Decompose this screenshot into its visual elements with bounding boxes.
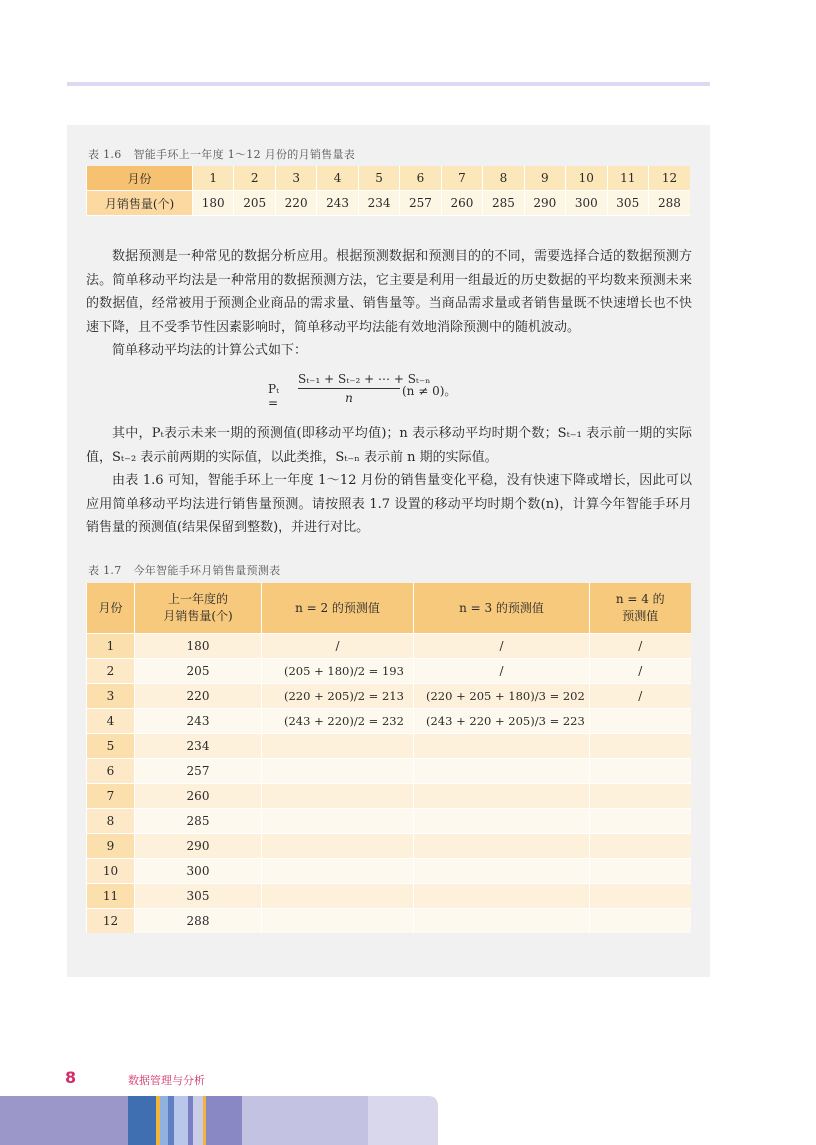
row-n3: (220 + 205 + 180)/3 = 202 — [414, 684, 590, 709]
header-n3: n = 3 的预测值 — [414, 583, 590, 634]
table16-month-cell: 1 — [193, 166, 234, 191]
table16-sales-cell: 288 — [648, 191, 690, 216]
table17-caption-number: 表 1.7 — [88, 564, 122, 577]
row-sales: 257 — [135, 759, 262, 784]
row-n3 — [414, 809, 590, 834]
row-n2 — [262, 834, 414, 859]
row-sales: 288 — [135, 909, 262, 934]
intro-text — [86, 245, 692, 363]
row-n2 — [262, 884, 414, 909]
table16-month-label: 月份 — [87, 166, 193, 191]
row-n4 — [590, 834, 691, 859]
row-month: 7 — [87, 784, 135, 809]
row-n4: / — [590, 634, 691, 659]
table16-sales-label: 月销售量(个) — [87, 191, 193, 216]
row-sales: 300 — [135, 859, 262, 884]
formula-condition: (n ≠ 0)。 — [402, 384, 457, 398]
table16-sales-row — [87, 191, 691, 216]
table16-sales-cell: 260 — [441, 191, 482, 216]
table16-month-cell: 4 — [317, 166, 358, 191]
table16-sales-cell: 220 — [275, 191, 316, 216]
row-n3 — [414, 859, 590, 884]
row-month: 8 — [87, 809, 135, 834]
table16-month-cell: 2 — [234, 166, 275, 191]
table16-month-cell: 6 — [400, 166, 441, 191]
explanation-text — [86, 422, 692, 540]
header-n2: n = 2 的预测值 — [262, 583, 414, 634]
row-sales: 234 — [135, 734, 262, 759]
table-row — [87, 684, 691, 709]
row-n3 — [414, 909, 590, 934]
table16-month-cell: 10 — [566, 166, 607, 191]
row-sales: 260 — [135, 784, 262, 809]
table16-sales-cell: 234 — [358, 191, 399, 216]
row-n4 — [590, 784, 691, 809]
header-last-year-line2: 月销售量(个) — [163, 609, 233, 623]
row-sales: 243 — [135, 709, 262, 734]
row-sales: 305 — [135, 884, 262, 909]
row-n4 — [590, 759, 691, 784]
row-n2: / — [262, 634, 414, 659]
row-month: 10 — [87, 859, 135, 884]
table16-monthly-sales — [86, 166, 690, 216]
table16-month-cell: 9 — [524, 166, 565, 191]
paragraph-formula-intro: 简单移动平均法的计算公式如下： — [112, 343, 308, 358]
table-row — [87, 884, 691, 909]
table-row — [87, 859, 691, 884]
formula-numerator: Sₜ₋₁ + Sₜ₋₂ + ⋯ + Sₜ₋ₙ — [298, 372, 400, 389]
book-title: 数据管理与分析 — [128, 1074, 205, 1087]
table16-month-cell: 11 — [607, 166, 648, 191]
row-sales: 290 — [135, 834, 262, 859]
row-sales: 180 — [135, 634, 262, 659]
footer-decorative-band — [0, 1096, 438, 1145]
row-month: 9 — [87, 834, 135, 859]
row-n2 — [262, 784, 414, 809]
table16-sales-cell: 285 — [483, 191, 524, 216]
row-n3 — [414, 884, 590, 909]
table16-caption — [88, 146, 355, 162]
row-month: 6 — [87, 759, 135, 784]
table-row — [87, 834, 691, 859]
row-n4 — [590, 859, 691, 884]
table17-header-row — [87, 583, 691, 634]
row-n3 — [414, 734, 590, 759]
row-month: 12 — [87, 909, 135, 934]
table16-month-cell: 8 — [483, 166, 524, 191]
table-row — [87, 634, 691, 659]
formula-denominator: n — [345, 391, 353, 405]
row-n4 — [590, 734, 691, 759]
row-n4 — [590, 909, 691, 934]
header-n4-line1: n = 4 的 — [615, 592, 665, 606]
row-month: 3 — [87, 684, 135, 709]
table16-month-cell: 7 — [441, 166, 482, 191]
row-n3 — [414, 834, 590, 859]
row-n3: (243 + 220 + 205)/3 = 223 — [414, 709, 590, 734]
table16-caption-title: 智能手环上一年度 1～12 月份的月销售量表 — [133, 148, 356, 161]
table16-month-cell: 3 — [275, 166, 316, 191]
row-month: 2 — [87, 659, 135, 684]
row-n3 — [414, 784, 590, 809]
row-n2: (205 + 180)/2 = 193 — [262, 659, 414, 684]
paragraph-symbols: 其中，Pₜ表示未来一期的预测值(即移动平均值)；n 表示移动平均时期个数；Sₜ₋₁ 表示前一期的实际值，Sₜ₋₂ 表示前两期的实际值，以此类推，Sₜ₋ₙ 表示前 n 期的实际值。 — [86, 426, 692, 465]
row-n4 — [590, 809, 691, 834]
header-month: 月份 — [87, 583, 135, 634]
table-row — [87, 909, 691, 934]
header-last-year-sales — [135, 583, 262, 634]
row-sales: 220 — [135, 684, 262, 709]
formula-lhs: Pₜ = — [268, 382, 280, 410]
row-n4 — [590, 884, 691, 909]
row-month: 4 — [87, 709, 135, 734]
table16-sales-cell: 257 — [400, 191, 441, 216]
row-sales: 205 — [135, 659, 262, 684]
table-row — [87, 659, 691, 684]
table16-caption-number: 表 1.6 — [88, 148, 122, 161]
table-row — [87, 809, 691, 834]
table16-sales-cell: 300 — [566, 191, 607, 216]
header-n4 — [590, 583, 691, 634]
table16-sales-cell: 205 — [234, 191, 275, 216]
row-n2: (243 + 220)/2 = 232 — [262, 709, 414, 734]
row-n3: / — [414, 634, 590, 659]
row-n3 — [414, 759, 590, 784]
row-month: 5 — [87, 734, 135, 759]
top-rule — [67, 82, 710, 86]
table17-forecast — [86, 583, 691, 933]
table16-sales-cell: 290 — [524, 191, 565, 216]
row-n2 — [262, 809, 414, 834]
row-sales: 285 — [135, 809, 262, 834]
row-n4 — [590, 709, 691, 734]
table-row — [87, 759, 691, 784]
row-n4: / — [590, 659, 691, 684]
table17-caption-title: 今年智能手环月销售量预测表 — [133, 564, 281, 577]
page-number: 8 — [65, 1068, 77, 1087]
table16-sales-cell: 305 — [607, 191, 648, 216]
table-row — [87, 734, 691, 759]
header-n4-line2: 预测值 — [622, 609, 659, 623]
row-n2: (220 + 205)/2 = 213 — [262, 684, 414, 709]
table-row — [87, 784, 691, 809]
table16-month-cell: 12 — [648, 166, 690, 191]
paragraph-task: 由表 1.6 可知，智能手环上一年度 1～12 月份的销售量变化平稳，没有快速下降或增长，因此可以应用简单移动平均法进行销售量预测。请按照表 1.7 设置的移动平均时期个数(n)，计算今年智能手环月销售量的预测值(结果保留到整数)，并进行对比。 — [86, 473, 692, 535]
row-month: 11 — [87, 884, 135, 909]
row-n2 — [262, 859, 414, 884]
row-n3: / — [414, 659, 590, 684]
table16-sales-cell: 180 — [193, 191, 234, 216]
table16-sales-cell: 243 — [317, 191, 358, 216]
table16-month-cell: 5 — [358, 166, 399, 191]
paragraph-intro: 数据预测是一种常见的数据分析应用。根据预测数据和预测目的的不同，需要选择合适的数据预测方法。简单移动平均法是一种常用的数据预测方法，它主要是利用一组最近的历史数据的平均数来预测未来的数据值，经常被用于预测企业商品的需求量、销售量等。当商品需求量或者销售量既不快速增长也不快速下降，且不受季节性因素影响时，简单移动平均法能有效地消除预测中的随机波动。 — [86, 249, 692, 335]
table17-caption — [88, 562, 280, 578]
row-n2 — [262, 734, 414, 759]
row-n2 — [262, 909, 414, 934]
header-last-year-line1: 上一年度的 — [167, 592, 228, 606]
row-month: 1 — [87, 634, 135, 659]
row-n4: / — [590, 684, 691, 709]
table16-month-row — [87, 166, 691, 191]
table-row — [87, 709, 691, 734]
row-n2 — [262, 759, 414, 784]
